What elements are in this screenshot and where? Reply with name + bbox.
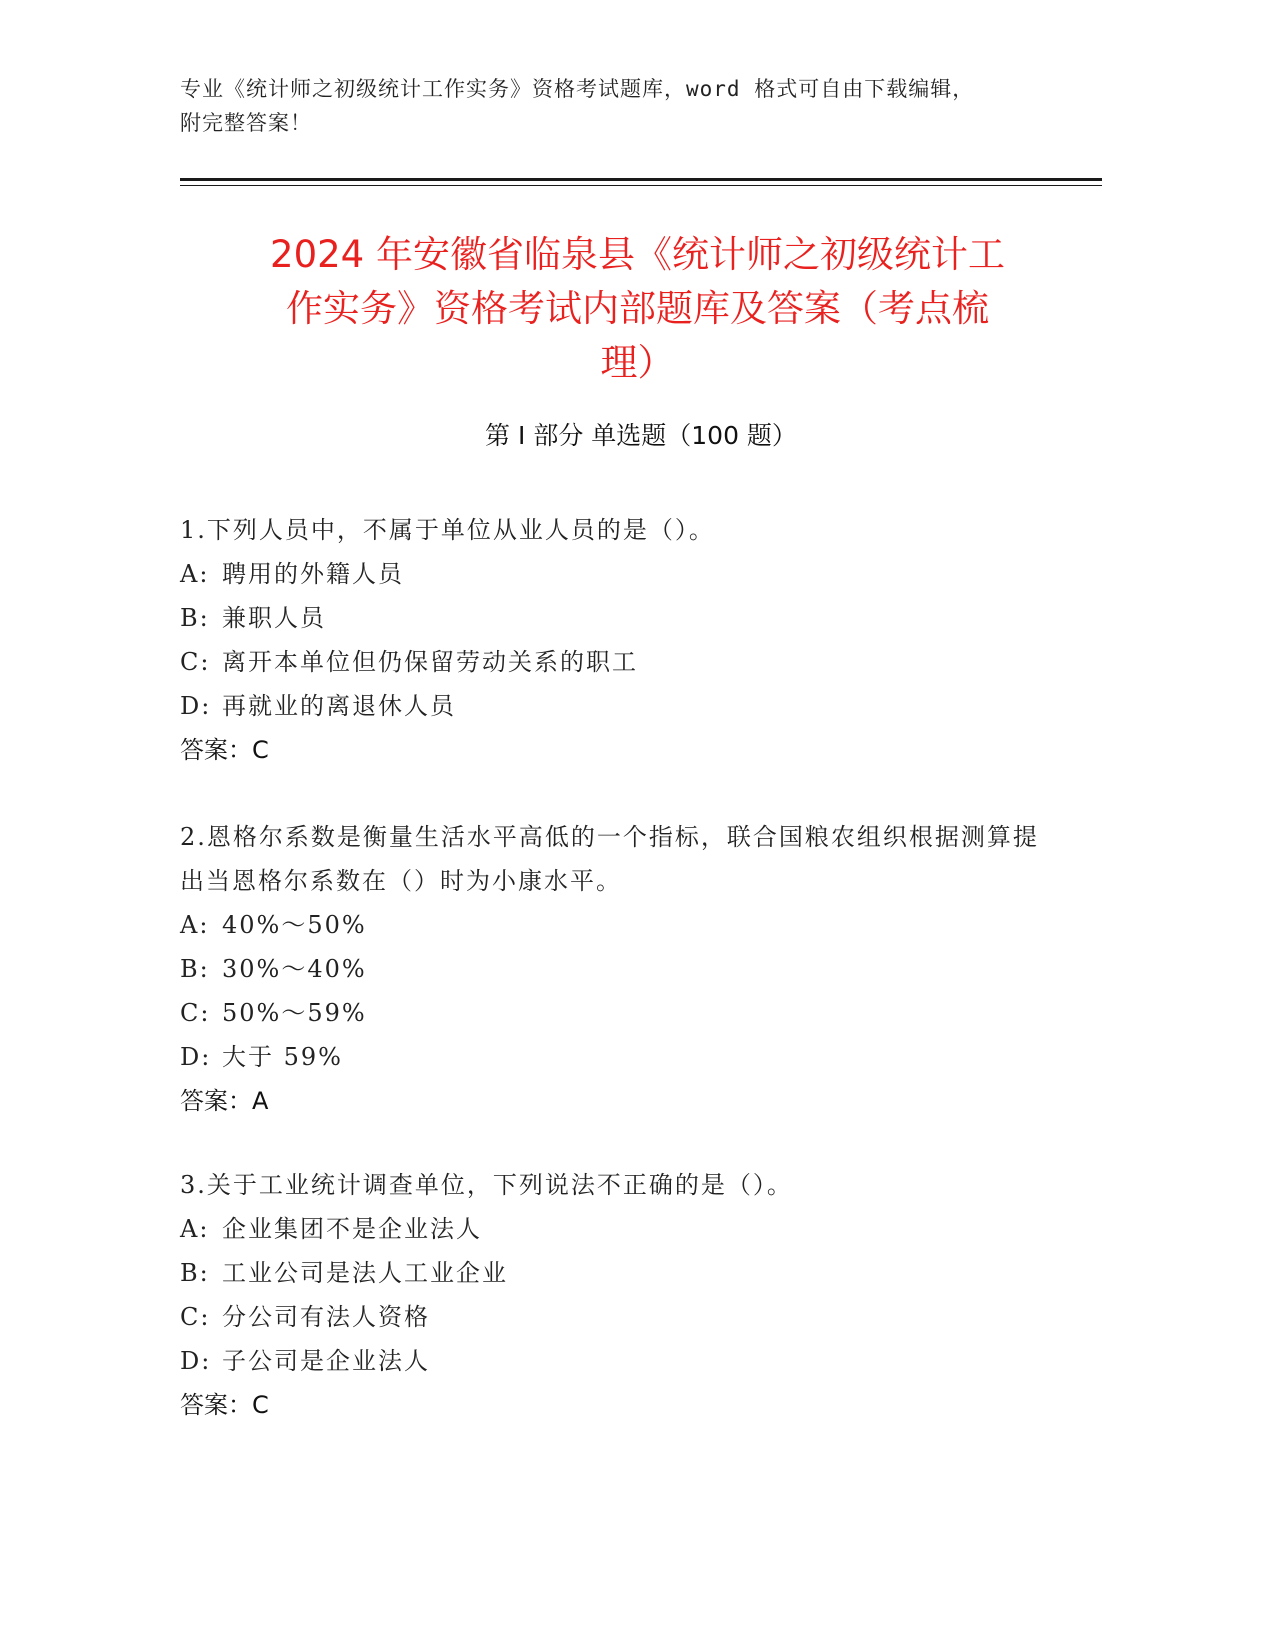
question-item — [180, 508, 1060, 772]
option-text: 大于 59% — [222, 1043, 343, 1071]
header-divider-thick — [180, 178, 1102, 181]
option-text: 兼职人员 — [222, 604, 326, 632]
option-text: 企业集团不是企业法人 — [222, 1215, 482, 1243]
question-stem: 3.关于工业统计调查单位，下列说法不正确的是（）。 — [180, 1171, 793, 1199]
option-letter: D: — [180, 1043, 212, 1071]
option-letter: B: — [180, 604, 210, 632]
document-title-line: 理） — [600, 341, 675, 384]
option-a — [180, 903, 1060, 947]
option-letter: C: — [180, 1303, 211, 1331]
question-item — [180, 815, 1060, 1123]
document-title-line: 作实务》资格考试内部题库及答案（考点梳 — [286, 287, 989, 330]
option-letter: B: — [180, 1259, 210, 1287]
option-letter: C: — [180, 999, 211, 1027]
question-item — [180, 1163, 1060, 1427]
option-letter: D: — [180, 692, 212, 720]
option-b — [180, 947, 1060, 991]
option-c — [180, 991, 1060, 1035]
document-title-line: 2024 年安徽省临泉县《统计师之初级统计工 — [270, 233, 1005, 276]
option-b — [180, 1251, 1060, 1295]
option-text: 再就业的离退休人员 — [222, 692, 456, 720]
option-text: 聘用的外籍人员 — [222, 560, 404, 588]
answer-line: 答案：A — [180, 1087, 269, 1115]
option-text: 工业公司是法人工业企业 — [222, 1259, 508, 1287]
option-text: 分公司有法人资格 — [222, 1303, 430, 1331]
option-c — [180, 1295, 1060, 1339]
document-title — [170, 228, 1105, 390]
option-a — [180, 552, 1060, 596]
question-stem: 1.下列人员中，不属于单位从业人员的是（）。 — [180, 516, 715, 544]
option-letter: A: — [180, 911, 210, 939]
question-stem: 2.恩格尔系数是衡量生活水平高低的一个指标，联合国粮农组织根据测算提出当恩格尔系数在（）时为小康水平。 — [180, 823, 1039, 895]
option-a — [180, 1207, 1060, 1251]
option-text: 30%～40% — [222, 955, 367, 983]
option-c — [180, 640, 1060, 684]
option-letter: A: — [180, 1215, 210, 1243]
header-note — [180, 72, 1080, 140]
header-note-line: 附完整答案！ — [180, 111, 312, 135]
header-divider-thin — [180, 185, 1102, 186]
option-letter: B: — [180, 955, 210, 983]
option-text: 子公司是企业法人 — [222, 1347, 430, 1375]
option-letter: D: — [180, 1347, 212, 1375]
option-letter: A: — [180, 560, 210, 588]
option-text: 50%～59% — [222, 999, 367, 1027]
answer-line: 答案：C — [180, 736, 269, 764]
option-letter: C: — [180, 648, 211, 676]
header-note-line: 专业《统计师之初级统计工作实务》资格考试题库，word 格式可自由下载编辑， — [180, 77, 975, 101]
option-d — [180, 684, 1060, 728]
option-text: 40%～50% — [222, 911, 367, 939]
answer-line: 答案：C — [180, 1391, 269, 1419]
option-b — [180, 596, 1060, 640]
section-heading: 第 I 部分 单选题（100 题） — [485, 421, 797, 450]
option-d — [180, 1035, 1060, 1079]
option-d — [180, 1339, 1060, 1383]
option-text: 离开本单位但仍保留劳动关系的职工 — [222, 648, 638, 676]
